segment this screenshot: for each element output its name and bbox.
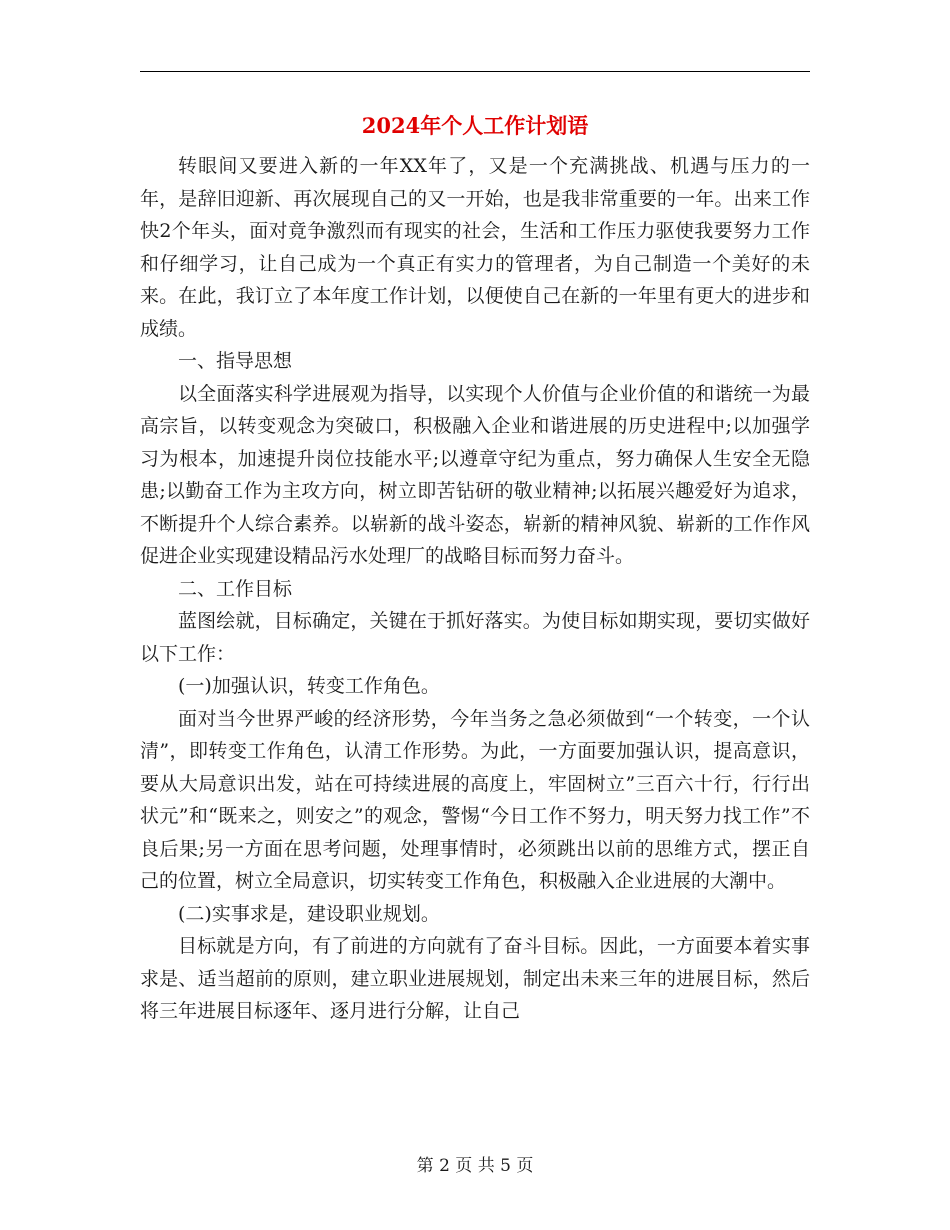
paragraph-intro: 转眼间又要进入新的一年XX年了，又是一个充满挑战、机遇与压力的一年，是辞旧迎新、再次展现自己的又一开始，也是我非常重要的一年。出来工作快2个年头，面对竟争激烈而有现实的社会，生活和工作压力驱使我要努力工作和仔细学习，让自己成为一个真正有实力的管理者，为自己制造一个美好的未来。在此，我订立了本年度工作计划，以便使自己在新的一年里有更大的进步和成绩。 (140, 155, 810, 340)
page-number: 第 2 页 共 5 页 (416, 1156, 534, 1176)
header-rule (140, 71, 810, 72)
subheading-2: (二)实事求是，建设职业规划。 (178, 902, 440, 925)
subheading-1: (一)加强认识，转变工作角色。 (178, 675, 440, 697)
paragraph-guiding-ideology: 以全面落实科学进展观为指导，以实现个人价值与企业价值的和谐统一为最高宗旨，以转变观念为突破口，积极融入企业和谐进展的历史进程中;以加强学习为根本，加速提升岗位技能水平;以遵章守纪为重点，努力确保人生安全无隐患;以勤奋工作为主攻方向，树立即苦钻研的敬业精神;以拓展兴趣爱好为追求，不断提升个人综合素养。以崭新的战斗姿态，崭新的精神风貌、崭新的工作作风促进企业实现建设精品污水处理厂的战略目标而努力奋斗。 (140, 382, 810, 567)
paragraph-work-goals: 蓝图绘就，目标确定，关键在于抓好落实。为使目标如期实现，要切实做好以下工作： (140, 610, 810, 665)
paragraph-subsection-1: 面对当今世界严峻的经济形势，今年当务之急必须做到“一个转变，一个认清”，即转变工作角色，认清工作形势。为此，一方面要加强认识，提高意识，要从大局意识出发，站在可持续进展的高度上，牢固树立”三百六十行，行行出状元”和“既来之，则安之”的观念，警惕“今日工作不努力，明天努力找工作”不良后果;另一方面在思考问题，处理事情时，必须跳出以前的思维方式，摆正自己的位置，树立全局意识，切实转变工作角色，积极融入企业进展的大潮中。 (140, 707, 810, 892)
heading-work-goals: 二、工作目标 (178, 577, 293, 600)
paragraph-subsection-2: 目标就是方向，有了前进的方向就有了奋斗目标。因此，一方面要本着实事求是、适当超前的原则，建立职业进展规划，制定出未来三年的进展目标，然后将三年进展目标逐年、逐月进行分解，让自己 (140, 935, 810, 1022)
heading-guiding-ideology: 一、指导思想 (178, 350, 293, 372)
document-title: 2024年个人工作计划语 (361, 113, 589, 138)
document-body (140, 150, 810, 1028)
